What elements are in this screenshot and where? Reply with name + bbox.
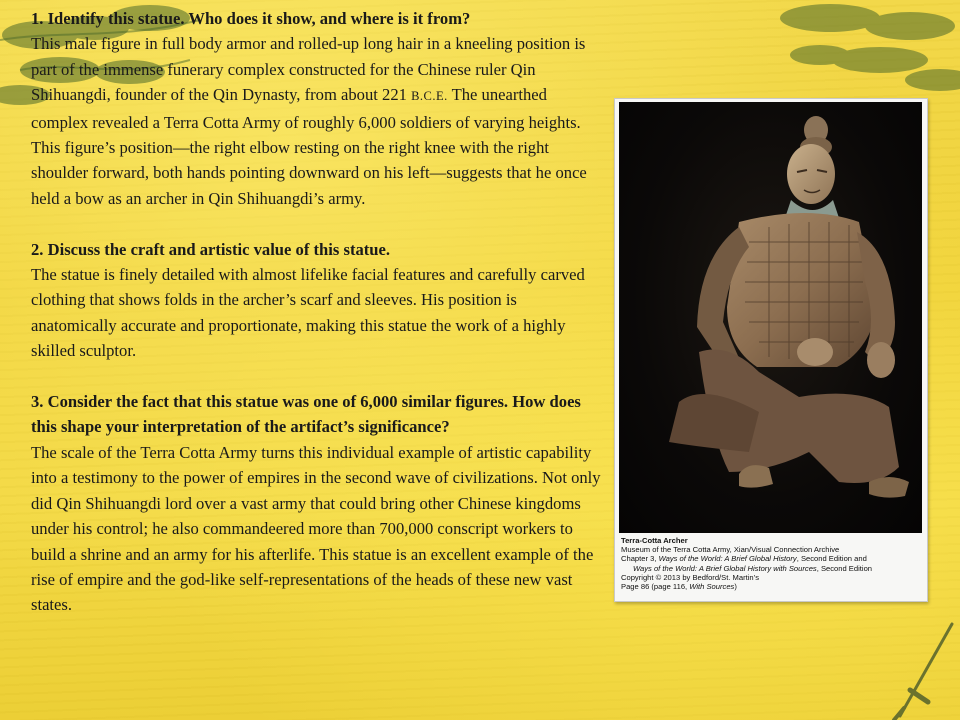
statue-photo	[619, 102, 922, 533]
terra-cotta-archer-image	[619, 102, 922, 533]
caption-title: Terra-Cotta Archer	[621, 536, 688, 545]
question-3: 3. Consider the fact that this statue was one of 6,000 similar figures. How does this shape your interpretation of the artifact’s significance?	[31, 392, 581, 437]
caption-copyright: Copyright © 2013 by Bedford/St. Martin’s	[621, 572, 759, 582]
answer-3: The scale of the Terra Cotta Army turns this individual example of artistic capability into a testimony to the power of empires in the second wave of civilizations. Not only did Qin Shihuangdi lord over a vast army that could bring other Chinese kingdoms under his control; he also commandeered more than 700,000 conscript workers to build a shrine and an army for his afterlife. This statue is an excellent example of the rise of empire and the god-like self-representations of the heads of these new vast states.	[31, 442, 601, 615]
figure-caption	[621, 536, 923, 591]
caption-page: Page 86 (page 116, With Sources)	[621, 582, 737, 592]
question-1: 1. Identify this statue. Who does it show, and where is it from?	[31, 9, 471, 28]
caption-credit: Museum of the Terra Cotta Army, Xian/Visual Connection Archive	[621, 545, 840, 555]
slide-body	[31, 6, 606, 618]
statue-figure	[614, 98, 928, 602]
answer-1: This male figure in full body armor and rolled-up long hair in a kneeling position is part of the immense funerary complex constructed for the Chinese ruler Qin Shihuangdi, founder of the Qin Dynasty, from about 221 B.C.E. The unearthed complex revealed a Terra Cotta Army of roughly 6,000 soldiers of varying heights. This figure’s position—the right elbow resting on the right knee with the right shoulder forward, both hands pointing downward on his left—suggests that he once held a bow as an archer in Qin Shihuangdi’s army.	[31, 34, 587, 208]
sword-icon	[880, 620, 960, 720]
question-2: 2. Discuss the craft and artistic value of this statue.	[31, 239, 391, 259]
caption-chapter: Chapter 3, Ways of the World: A Brief Global History, Second Edition and	[621, 554, 867, 564]
caption-chapter-cont: Ways of the World: A Brief Global History with Sources, Second Edition	[633, 563, 873, 573]
answer-2: The statue is finely detailed with almost lifelike facial features and carefully carved clothing that shows folds in the archer’s scarf and sleeves. His position is anatomically accurate and proportionate, making this statue the work of a highly skilled sculptor.	[31, 265, 585, 361]
pine-branch-top-right	[760, 0, 960, 110]
